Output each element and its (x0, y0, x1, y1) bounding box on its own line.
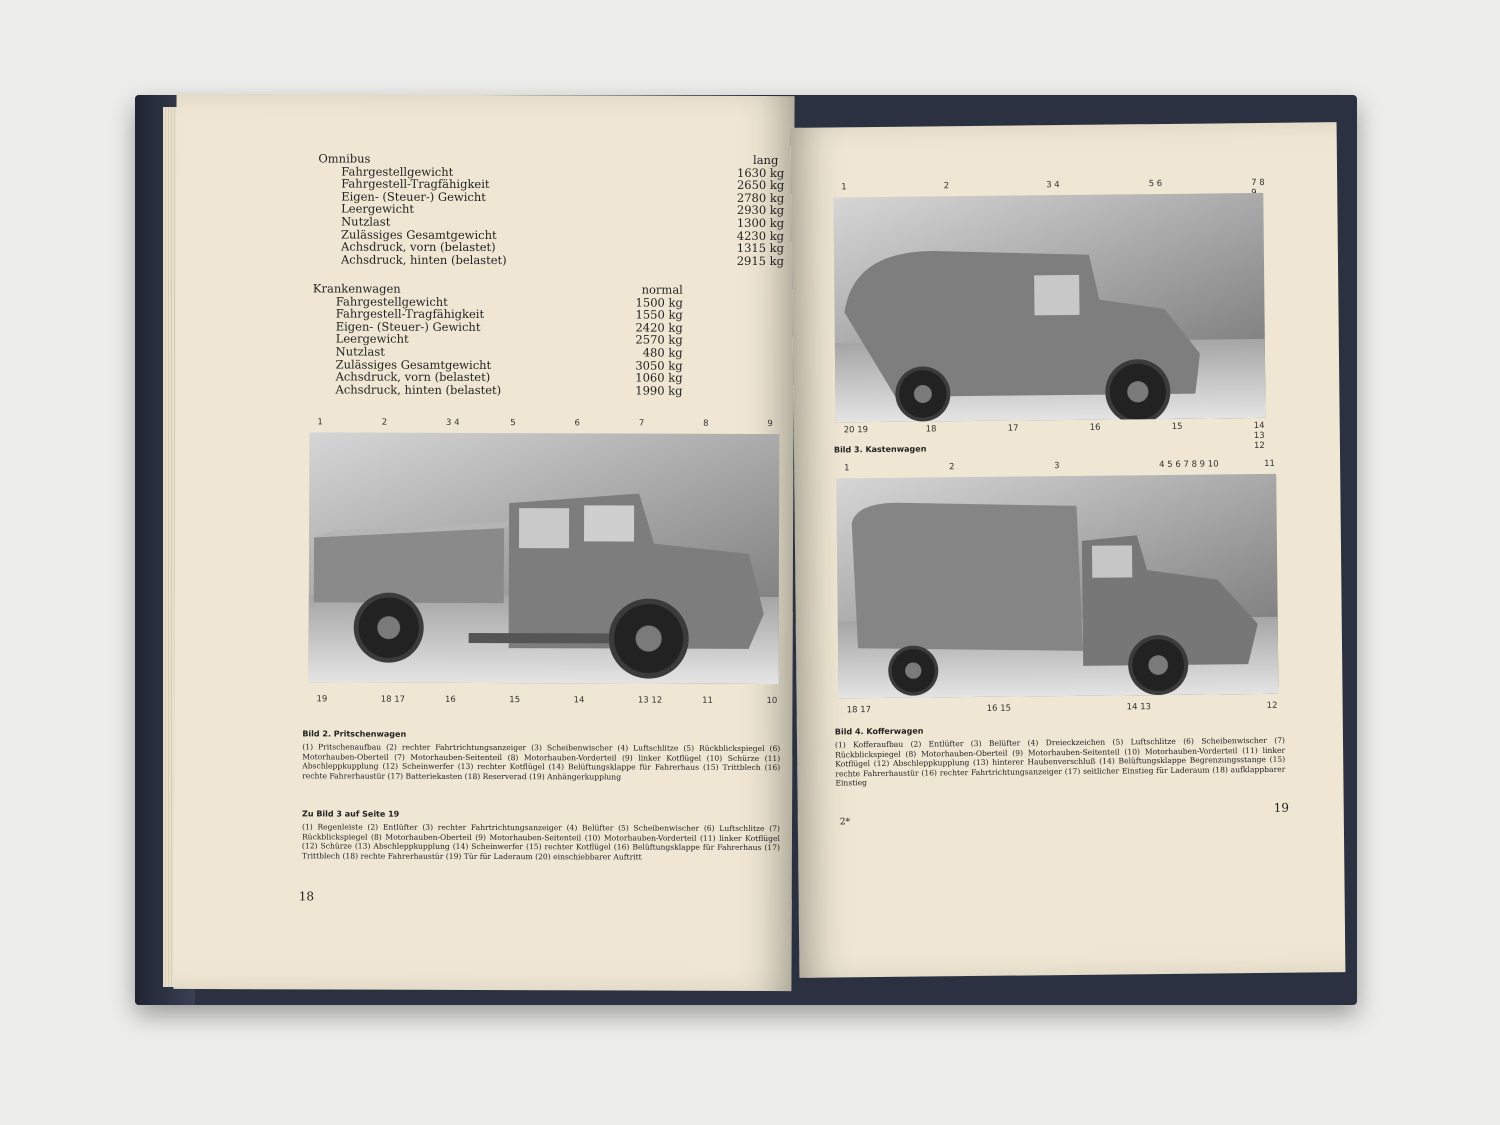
callout-number: 3 4 (1046, 180, 1060, 191)
spec-label: Leergewicht (341, 201, 415, 217)
figure-4-top-labels (832, 459, 1282, 476)
spec-value: 2780 kg (736, 190, 785, 205)
callout-number: 11 (702, 695, 713, 706)
callout-number: 1 (841, 182, 847, 193)
spec-value: 2650 kg (736, 178, 785, 193)
spec-label: Eigen- (Steuer-) Gewicht (335, 319, 481, 334)
callout-number: 10 (766, 695, 778, 707)
front-wheel-icon (1128, 635, 1189, 696)
omnibus-spec-table (318, 152, 784, 267)
figure-4 (832, 459, 1285, 724)
kofferwagen-photo (836, 474, 1278, 699)
figure-3-note-title: Zu Bild 3 auf Seite 19 (302, 809, 400, 819)
callout-number: 3 (1054, 461, 1060, 472)
krankenwagen-spec-table (313, 282, 683, 397)
spec-label: Achsdruck, vorn (belastet) (335, 369, 491, 385)
figure-2 (304, 417, 785, 714)
spec-row (336, 333, 683, 347)
spec-label: Nutzlast (335, 344, 385, 359)
spec-value: 1630 kg (737, 165, 785, 180)
spec-value: 2570 kg (635, 332, 683, 348)
figure-3-note-caption: (1) Regenleiste (2) Entlüfter (3) rechter Fahrtrichtungsanzeiger (4) Belüfter (5) Scheibenwischer (6) Luftschlitze (7) Rückblickspiegel (8) Motorhauben-Oberteil (9) Motorhauben-Seitenteil (10) Motorhauben-Vorderteil (11) linker Kotflügel (12) Schürze (13) Abschleppkupplung (14) Scheinwerfer (15) rechter Kotflügel (16) Belüftungsklappe für Fahrerhaus (17) Trittblech (18) rechte Fahrerhaustür (19) Tür für Laderaum (20) einschiebbarer Auftritt (301, 822, 781, 862)
omnibus-heading: Omnibus (318, 151, 371, 166)
figure-2-caption-block (302, 729, 780, 782)
callout-number: 17 (1007, 423, 1019, 434)
spec-row (336, 383, 683, 397)
callout-number: 18 17 (846, 705, 872, 716)
spec-label: Eigen- (Steuer-) Gewicht (341, 189, 486, 204)
omnibus-column-header: lang (753, 152, 779, 168)
callout-number: 2 (943, 181, 950, 192)
callout-number: 6 (574, 418, 580, 429)
callout-number: 1 (317, 417, 323, 428)
spec-label: Nutzlast (341, 214, 391, 229)
book (135, 95, 1357, 1005)
callout-number: 12 (1266, 700, 1278, 711)
spec-value: 1315 kg (736, 241, 785, 256)
spec-value: 1550 kg (635, 307, 683, 322)
callout-number: 16 15 (986, 703, 1012, 714)
kastenwagen-photo (833, 193, 1265, 422)
callout-number: 2 (381, 417, 388, 428)
spec-label: Fahrgestell-Tragfähigkeit (341, 176, 490, 192)
callout-number: 15 (509, 695, 521, 706)
figure-3-title: Bild 3. Kastenwagen (833, 444, 927, 455)
callout-number: 18 17 (380, 694, 406, 705)
spec-label: Fahrgestellgewicht (341, 164, 454, 179)
callout-number: 14 (573, 695, 585, 706)
spec-value: 2930 kg (736, 203, 785, 218)
krankenwagen-column-header: normal (641, 282, 683, 297)
callout-number: 5 (510, 418, 516, 429)
spec-value: 480 kg (642, 345, 683, 360)
callout-number: 11 (1264, 458, 1275, 469)
callout-number: 14 13 (1126, 702, 1152, 713)
spec-row (341, 253, 784, 267)
callout-number: 19 (316, 694, 328, 705)
figure-2-title: Bild 2. Pritschenwagen (302, 729, 407, 739)
signature-mark: 2* (839, 817, 851, 828)
callout-number: 20 19 (843, 425, 869, 436)
callout-number: 16 (1089, 422, 1101, 433)
callout-number: 18 (925, 424, 937, 435)
pritschenwagen-photo (309, 432, 780, 684)
rear-wheel-icon (895, 366, 951, 422)
spec-value: 1300 kg (736, 215, 785, 231)
rear-wheel-icon (354, 593, 424, 663)
figure-2-top-labels (305, 417, 785, 431)
callout-number: 16 (444, 694, 456, 705)
callout-number: 7 8 (1251, 177, 1265, 189)
front-wheel-icon (1105, 359, 1171, 423)
spec-value: 4230 kg (736, 228, 785, 243)
front-wheel-icon (609, 598, 689, 678)
spec-label: Achsdruck, vorn (belastet) (341, 239, 496, 255)
right-page-number: 19 (1273, 800, 1290, 815)
krankenwagen-heading: Krankenwagen (312, 281, 401, 296)
left-page (173, 94, 794, 991)
right-page (791, 122, 1346, 978)
callout-number: 5 6 (1148, 178, 1163, 190)
callout-number: 2 (949, 462, 955, 473)
callout-number: 14 13 12 (1253, 420, 1265, 452)
callout-number: 8 (703, 418, 709, 429)
left-page-number: 18 (298, 889, 315, 904)
spec-value: 2420 kg (635, 320, 683, 335)
figure-4-caption-block (835, 723, 1286, 789)
omnibus-rows (318, 165, 784, 267)
spec-value: 2915 kg (736, 253, 785, 268)
figure-3-note-block (302, 809, 780, 862)
callout-number: 15 (1171, 421, 1183, 432)
callout-number: 9 (767, 418, 773, 430)
spec-value: 1060 kg (635, 370, 683, 385)
rear-wheel-icon (888, 645, 939, 696)
spec-label: Zulässiges Gesamtgewicht (341, 227, 497, 242)
figure-4-caption: (1) Kofferaufbau (2) Entlüfter (3) Belüfter (4) Dreieckzeichen (5) Luftschlitze (6) Scheibenwischer (7) Rückblickspiegel (8) Motorhauben-Oberteil (9) Motorhauben-Seitenteil (10) Motorhauben-Vorderteil (11) linker Kotflügel (12) Abschleppkupplung (13) hinterer Haubenverschluß (14) Belüftungsklappe Begrenzungsstange (15) rechte Fahrerhaustür (16) rechter Fahrtrichtungsanzeiger (17) seitlicher Einstieg für Laderaum (18) aufklappbarer Einstieg (834, 735, 1286, 788)
spec-label: Zulässiges Gesamtgewicht (335, 357, 492, 372)
figure-4-title: Bild 4. Kofferwagen (834, 726, 924, 737)
krankenwagen-rows (313, 295, 683, 397)
spec-label: Leergewicht (335, 331, 409, 347)
spec-label: Achsdruck, hinten (belastet) (335, 382, 502, 397)
spec-value: 1500 kg (635, 295, 683, 310)
figure-3-top-labels (829, 178, 1269, 195)
callout-number: 3 4 (445, 417, 460, 428)
spec-value: 1990 kg (635, 383, 683, 398)
spec-label: Fahrgestellgewicht (335, 294, 448, 309)
figure-2-caption: (1) Pritschenaufbau (2) rechter Fahrtrichtungsanzeiger (3) Scheibenwischer (4) Luftschlitze (5) Rückblickspiegel (6) Motorhauben-Oberteil (7) Motorhauben-Seitenteil (8) Motorhauben-Vorderteil (9) linker Kotflügel (10) Schürze (11) Abschleppkupplung (12) Scheinwerfer (13) rechter Kotflügel (14) Belüftungsklappe für Fahrerhaus (15) Trittblech (16) rechte Fahrerhaustür (17) Batteriekasten (18) Reserverad (19) Anhängerkupplung (302, 742, 781, 782)
spec-label: Fahrgestell-Tragfähigkeit (335, 306, 485, 322)
callout-number: 1 (844, 463, 850, 474)
figure-2-bottom-labels (304, 694, 784, 708)
callout-number: 7 (638, 418, 645, 429)
figure-4-bottom-labels (835, 701, 1285, 718)
callout-number: 13 12 (637, 695, 663, 706)
spec-value: 3050 kg (635, 358, 683, 373)
callout-number: 4 5 6 7 8 9 10 (1159, 459, 1219, 471)
spec-label: Achsdruck, hinten (belastet) (340, 252, 507, 267)
